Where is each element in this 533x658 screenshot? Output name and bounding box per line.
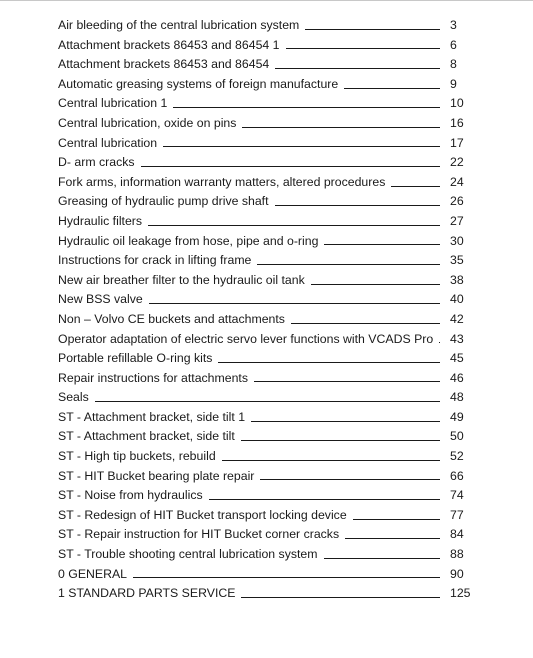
toc-leader-line [241,440,440,441]
toc-leader-line [260,479,440,480]
toc-leader-line [353,519,440,520]
toc-entry[interactable] [58,271,478,291]
toc-leader-line [141,166,440,167]
toc-entry-page-number: 35 [450,253,464,268]
toc-entry-page-number: 50 [450,429,464,444]
toc-entry-page-number: 84 [450,527,464,542]
toc-entry-page-number: 48 [450,390,464,405]
toc-entry-page-number: 45 [450,351,464,366]
toc-entry-title: D- arm cracks [58,155,135,170]
toc-entry[interactable] [58,192,478,212]
toc-leader-line [286,48,440,49]
toc-entry-title: ST - High tip buckets, rebuild [58,449,216,464]
toc-leader-line [324,244,440,245]
toc-entry-title: ST - Trouble shooting central lubrication system [58,547,318,562]
toc-entry-title: Hydraulic oil leakage from hose, pipe and o-ring [58,233,319,248]
toc-leader-line [95,401,440,402]
toc-leader-line [242,127,440,128]
toc-entry-title: ST - Attachment bracket, side tilt [58,429,235,444]
toc-entry[interactable] [58,36,478,56]
toc-entry[interactable] [58,349,478,369]
toc-entry-page-number: 38 [450,272,464,287]
toc-leader-line [173,107,440,108]
toc-entry[interactable] [58,330,478,350]
toc-entry-page-number: 17 [450,135,464,150]
toc-entry-page-number: 77 [450,507,464,522]
toc-leader-line [149,303,440,304]
toc-entry-page-number: 22 [450,155,464,170]
toc-entry-page-number: 125 [450,586,471,601]
toc-entry-title: Portable refillable O-ring kits [58,351,213,366]
toc-entry[interactable] [58,173,478,193]
toc-entry[interactable] [58,388,478,408]
toc-entry[interactable] [58,408,478,428]
toc-entry-page-number: 27 [450,213,464,228]
toc-entry-title: New BSS valve [58,292,143,307]
toc-entry[interactable] [58,506,478,526]
toc-entry[interactable] [58,114,478,134]
toc-leader-line [275,205,440,206]
toc-leader-line [305,29,440,30]
toc-entry[interactable] [58,467,478,487]
toc-leader-line [324,558,441,559]
toc-entry-page-number: 40 [450,292,464,307]
toc-entry-page-number: 6 [450,37,457,52]
toc-leader-line [218,362,440,363]
toc-leader-line [133,577,440,578]
toc-entry-page-number: 42 [450,311,464,326]
toc-entry[interactable] [58,251,478,271]
toc-entry-page-number: 52 [450,449,464,464]
toc-entry-page-number: 74 [450,488,464,503]
toc-entry[interactable] [58,134,478,154]
toc-entry-title: Attachment brackets 86453 and 86454 [58,57,270,72]
toc-entry-title: 0 GENERAL [58,566,128,581]
toc-entry[interactable] [58,75,478,95]
toc-entry-title: Central lubrication [58,135,158,150]
toc-entry-page-number: 66 [450,468,464,483]
toc-entry-title: Central lubrication 1 [58,96,168,111]
toc-entry-title: New air breather filter to the hydraulic oil tank [58,272,305,287]
toc-entry-title: Hydraulic filters [58,213,143,228]
toc-leader-line [163,146,440,147]
table-of-contents [58,16,478,604]
toc-entry-page-number: 88 [450,547,464,562]
page-top-border [0,0,533,1]
toc-leader-line [311,284,440,285]
toc-entry-page-number: 9 [450,76,457,91]
toc-entry-title: Seals [58,390,89,405]
toc-entry-title: ST - Attachment bracket, side tilt 1 [58,409,246,424]
toc-entry-title: Central lubrication, oxide on pins [58,115,237,130]
toc-entry-page-number: 90 [450,566,464,581]
toc-leader-line [257,264,440,265]
toc-entry[interactable] [58,153,478,173]
toc-entry[interactable] [58,212,478,232]
toc-entry-page-number: 30 [450,233,464,248]
toc-entry-page-number: 26 [450,194,464,209]
toc-entry-page-number: 8 [450,57,457,72]
toc-entry-title: ST - HIT Bucket bearing plate repair [58,468,255,483]
toc-entry-title: Greasing of hydraulic pump drive shaft [58,194,269,209]
toc-entry-title: ST - Repair instruction for HIT Bucket corner cracks [58,527,340,542]
toc-leader-line [222,460,440,461]
toc-entry[interactable] [58,55,478,75]
toc-entry[interactable] [58,94,478,114]
toc-entry[interactable] [58,447,478,467]
toc-leader-line [291,323,440,324]
toc-leader-line [251,421,440,422]
toc-entry-page-number: 24 [450,174,464,189]
toc-entry-title: Automatic greasing systems of foreign manufacture [58,76,339,91]
toc-entry-title: Instructions for crack in lifting frame [58,253,252,268]
toc-entry[interactable] [58,232,478,252]
toc-entry-title: ST - Redesign of HIT Bucket transport locking device [58,507,347,522]
toc-leader-line [254,381,440,382]
toc-entry-title: 1 STANDARD PARTS SERVICE [58,586,236,601]
toc-leader-line [148,225,440,226]
toc-entry[interactable] [58,290,478,310]
toc-entry[interactable] [58,369,478,389]
toc-leader-line [209,499,440,500]
toc-entry[interactable] [58,525,478,545]
toc-entry-page-number: 49 [450,409,464,424]
toc-leader-line [345,538,440,539]
toc-entry-title: Repair instructions for attachments [58,370,249,385]
toc-entry-title: Attachment brackets 86453 and 86454 1 [58,37,280,52]
toc-leader-line [439,342,440,343]
toc-entry-title: Non – Volvo CE buckets and attachments [58,311,285,326]
toc-leader-line [275,68,440,69]
toc-entry[interactable] [58,16,478,36]
toc-entry-title: Operator adaptation of electric servo lever functions with VCADS Pro [58,331,434,346]
toc-entry-title: ST - Noise from hydraulics [58,488,203,503]
toc-leader-line [344,88,440,89]
toc-entry-page-number: 46 [450,370,464,385]
toc-entry[interactable] [58,486,478,506]
toc-entry-title: Air bleeding of the central lubrication system [58,18,300,32]
toc-entry[interactable] [58,310,478,330]
toc-entry-page-number: 43 [450,331,464,346]
toc-entry-page-number: 10 [450,96,464,111]
toc-entry[interactable] [58,427,478,447]
toc-leader-line [391,186,440,187]
toc-entry[interactable] [58,565,478,585]
toc-entry[interactable] [58,545,478,565]
toc-leader-line [241,597,440,598]
toc-entry-page-number: 3 [450,18,457,32]
toc-entry-title: Fork arms, information warranty matters, altered procedures [58,174,386,189]
toc-entry-page-number: 16 [450,115,464,130]
toc-entry[interactable] [58,584,478,604]
